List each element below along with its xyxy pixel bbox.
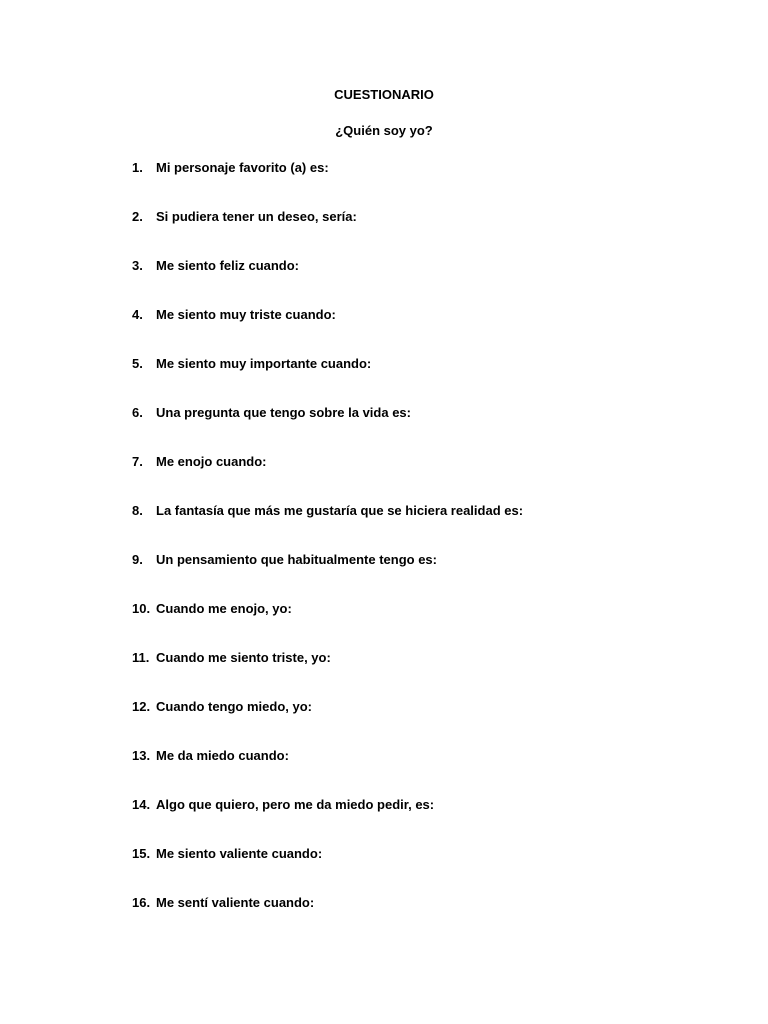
- question-number: 4.: [132, 307, 143, 322]
- question-text: Algo que quiero, pero me da miedo pedir, es:: [156, 797, 435, 812]
- question-item: [132, 307, 336, 323]
- question-text: Me siento muy triste cuando:: [156, 307, 336, 322]
- question-number: 6.: [132, 405, 143, 420]
- question-item: [132, 748, 289, 764]
- question-number: 7.: [132, 454, 143, 469]
- question-number: 14.: [132, 797, 151, 812]
- question-item: [132, 405, 411, 421]
- question-number: 8.: [132, 503, 143, 518]
- question-item: [132, 160, 329, 176]
- document-title: CUESTIONARIO: [334, 87, 434, 102]
- question-text: Cuando tengo miedo, yo:: [156, 699, 312, 714]
- question-text: Una pregunta que tengo sobre la vida es:: [156, 405, 411, 420]
- question-number: 5.: [132, 356, 143, 371]
- question-item: [132, 258, 299, 274]
- question-item: [132, 601, 292, 617]
- question-text: Me siento valiente cuando:: [156, 846, 323, 861]
- question-item: [132, 356, 371, 372]
- question-text: Cuando me enojo, yo:: [156, 601, 292, 616]
- question-number: 16.: [132, 895, 151, 910]
- question-text: Mi personaje favorito (a) es:: [156, 160, 329, 175]
- question-item: [132, 454, 267, 470]
- question-number: 3.: [132, 258, 143, 273]
- question-text: Si pudiera tener un deseo, sería:: [156, 209, 357, 224]
- question-text: Me enojo cuando:: [156, 454, 267, 469]
- question-number: 13.: [132, 748, 151, 763]
- question-item: [132, 209, 357, 225]
- question-item: [132, 650, 331, 666]
- question-text: Me da miedo cuando:: [156, 748, 289, 763]
- question-number: 1.: [132, 160, 143, 175]
- question-number: 10.: [132, 601, 151, 616]
- document-subtitle: ¿Quién soy yo?: [335, 123, 433, 138]
- question-text: Me sentí valiente cuando:: [156, 895, 315, 910]
- question-text: La fantasía que más me gustaría que se hiciera realidad es:: [156, 503, 524, 518]
- question-item: [132, 552, 437, 568]
- question-item: [132, 846, 322, 862]
- question-number: 12.: [132, 699, 151, 714]
- question-number: 11.: [132, 650, 150, 665]
- question-number: 9.: [132, 552, 143, 567]
- question-item: [132, 699, 312, 715]
- question-item: [132, 797, 434, 813]
- question-item: [132, 503, 523, 519]
- question-text: Cuando me siento triste, yo:: [156, 650, 331, 665]
- question-text: Un pensamiento que habitualmente tengo es:: [156, 552, 437, 567]
- question-item: [132, 895, 314, 911]
- question-text: Me siento feliz cuando:: [156, 258, 300, 273]
- question-number: 15.: [132, 846, 151, 861]
- question-number: 2.: [132, 209, 143, 224]
- question-text: Me siento muy importante cuando:: [156, 356, 372, 371]
